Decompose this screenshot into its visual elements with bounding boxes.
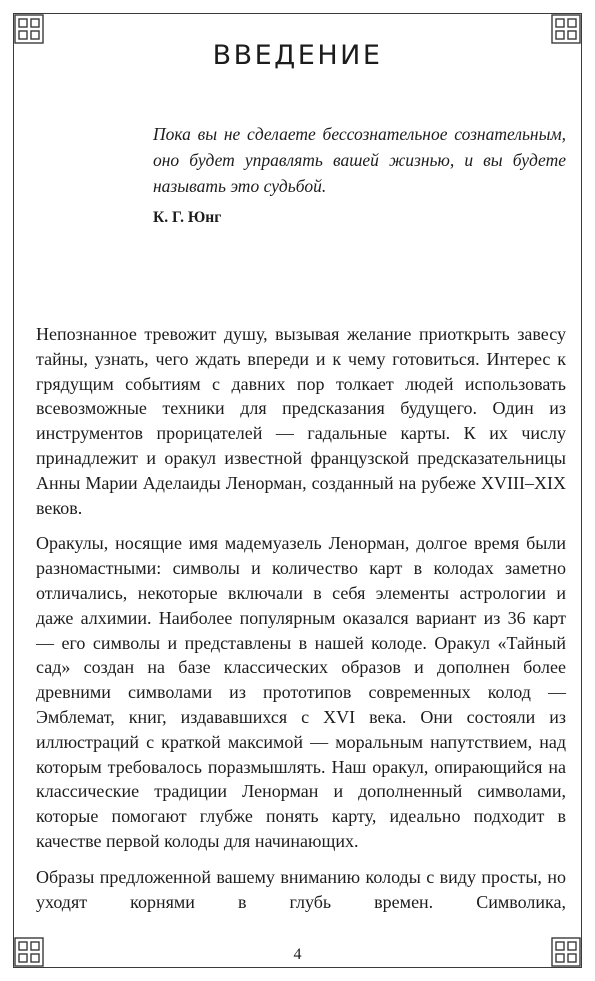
epigraph-quote: Пока вы не сделаете бессознательное сознательным, оно будет управлять вашей жизнью, и вы будете называть это судьбой. xyxy=(153,124,566,196)
epigraph-author: К. Г. Юнг xyxy=(153,209,222,226)
page-number: 4 xyxy=(293,946,302,963)
paragraph: Образы предложенной вашему вниманию колоды с виду просты, но уходят корнями в глубь времен. Символика, xyxy=(36,866,566,912)
body-text xyxy=(36,322,566,914)
paragraph: Непознанное тревожит душу, вызывая желание приоткрыть завесу тайны, узнать, чего ждать впереди и к чему готовиться. Интерес к грядущим событиям с давних пор толкает людей использовать всевозможные техники для предсказания будущего. Один из инструментов прорицателей — гадальные карты. К их числу принадлежит и оракул известной французской предсказательницы Анны Марии Аделаиды Ленорман, созданный на рубеже XVIII–XIX веков. xyxy=(36,324,566,518)
chapter-heading: ВВЕДЕНИЕ xyxy=(212,40,383,71)
paragraph: Оракулы, носящие имя мадемуазель Ленорман, долгое время были разномастными: символы и количество карт в колодах заметно отличались, некоторые включали в себя элементы астрологии и даже алхимии. Наиболее популярным оказался вариант из 36 карт — его символы и представлены в нашей колоде. Оракул «Тайный сад» создан на базе классических образов и дополнен более древними символами из прототипов современных колод — Эмблемат, книг, издававшихся с XVI века. Они состояли из иллюстраций с краткой максимой — моральным напутствием, над которым требовалось поразмышлять. Наш оракул, опирающийся на классические традиции Ленорман и дополненный символами, которые помогают глубже понять карту, идеально подходит в качестве первой колоды для начинающих. xyxy=(36,533,566,851)
